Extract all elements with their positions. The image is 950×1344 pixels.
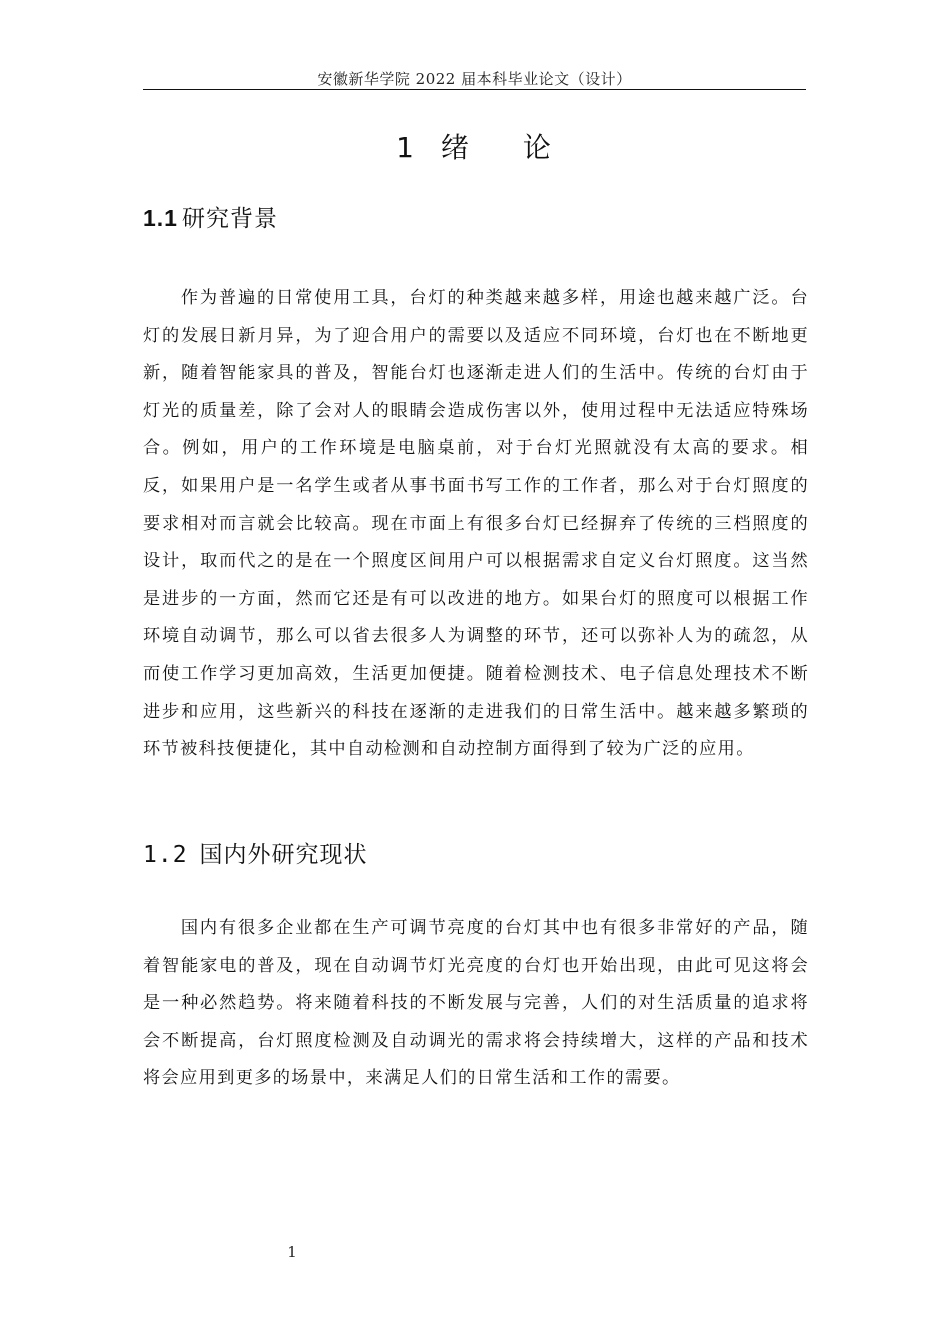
section-heading-research-status xyxy=(143,836,368,869)
section-body-research-status: 国内有很多企业都在生产可调节亮度的台灯其中也有很多非常好的产品，随着智能家电的普及，现在自动调节灯光亮度的台灯也开始出现，由此可见这将会是一种必然趋势。将来随着科技的不断发展与完善，人们的对生活质量的追求将会不断提高，台灯照度检测及自动调光的需求将会持续增大，这样的产品和技术将会应用到更多的场景中，来满足人们的日常生活和工作的需要。 xyxy=(143,918,809,1089)
page-number-text: 1 xyxy=(287,1243,297,1261)
section-body-background: 作为普遍的日常使用工具，台灯的种类越来越多样，用途也越来越广泛。台灯的发展日新月异，为了迎合用户的需要以及适应不同环境，台灯也在不断地更新，随着智能家具的普及，智能台灯也逐渐走进人们的生活中。传统的台灯由于灯光的质量差，除了会对人的眼睛会造成伤害以外，使用过程中无法适应特殊场合。例如，用户的工作环境是电脑桌前，对于台灯光照就没有太高的要求。相反，如果用户是一名学生或者从事书面书写工作的工作者，那么对于台灯照度的要求相对而言就会比较高。现在市面上有很多台灯已经摒弃了传统的三档照度的设计，取而代之的是在一个照度区间用户可以根据需求自定义台灯照度。这当然是进步的一方面，然而它还是有可以改进的地方。如果台灯的照度可以根据工作环境自动调节，那么可以省去很多人为调整的环节，还可以弥补人为的疏忽，从而使工作学习更加高效，生活更加便捷。随着检测技术、电子信息处理技术不断进步和应用，这些新兴的科技在逐渐的走进我们的日常生活中。越来越多繁琐的环节被科技便捷化，其中自动检测和自动控制方面得到了较为广泛的应用。 xyxy=(143,288,809,760)
chapter-title-part2: 论 xyxy=(522,131,553,164)
section-title: 研究背景 xyxy=(181,206,278,232)
section-number: 1.1 xyxy=(143,205,178,231)
chapter-title xyxy=(143,126,806,166)
chapter-number: 1 xyxy=(396,131,416,164)
chapter-title-part1: 绪 xyxy=(440,131,471,164)
section-heading-background xyxy=(143,200,278,233)
section-title: 国内外研究现状 xyxy=(199,842,368,868)
header-rule xyxy=(143,89,806,90)
section-number: 1.2 xyxy=(143,842,188,868)
running-header: 安徽新华学院 2022 届本科毕业论文（设计） xyxy=(317,70,632,88)
page-number xyxy=(0,1243,950,1261)
